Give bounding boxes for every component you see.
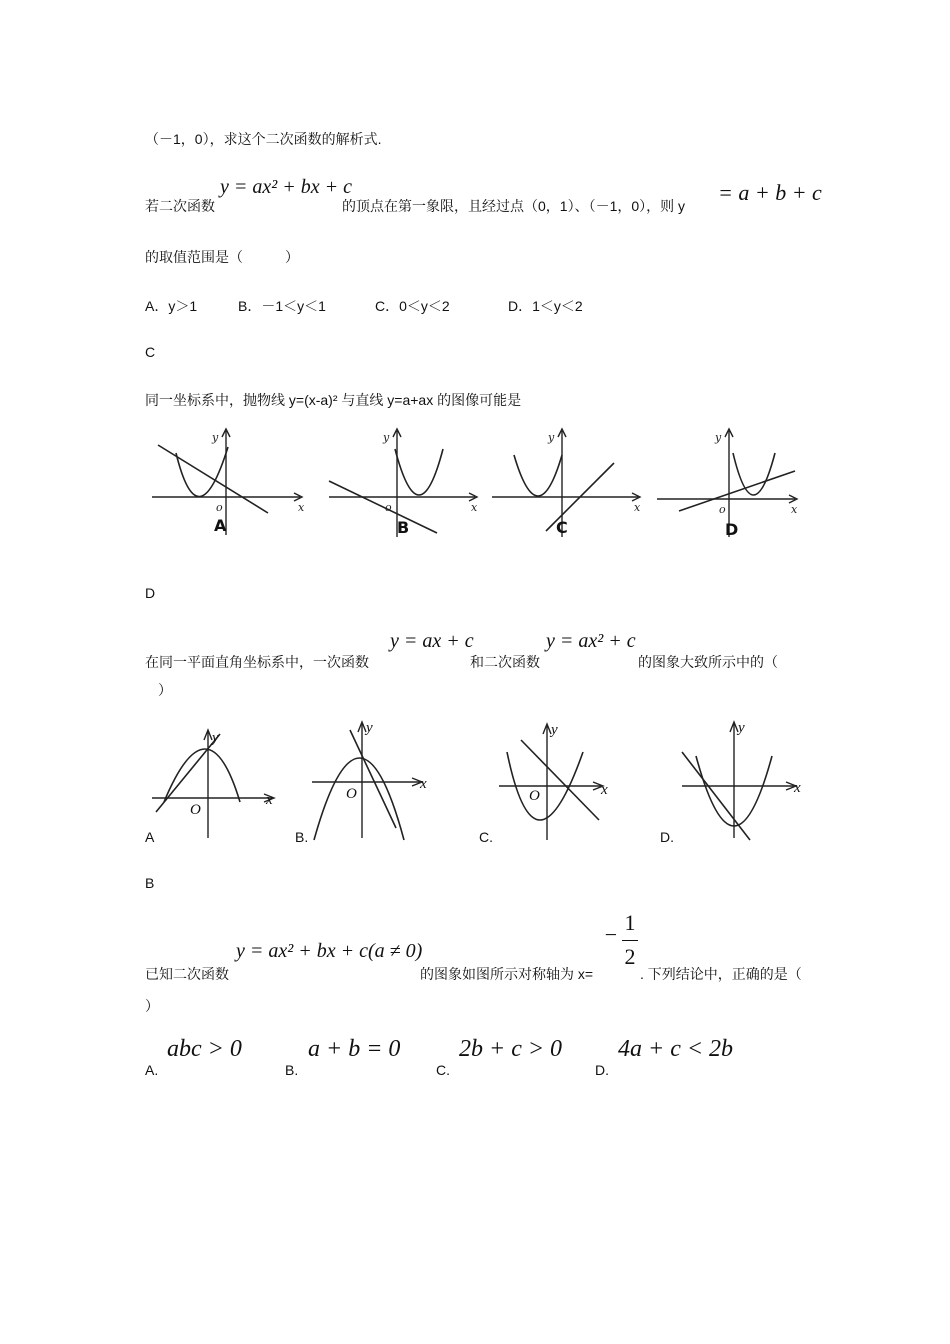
q4-prefix: 在同一平面直角坐标系中，一次函数 [145,654,369,670]
q3-answer: D [145,585,156,601]
q4-mid-text: 和二次函数 [470,654,540,670]
q5-frac-bar [622,940,638,941]
q4-d-axis-y: y [738,720,745,736]
q2-prefix: 若二次函数 [145,198,215,214]
q4-label-c: C. [479,829,493,845]
q5-prefix: 已知二次函数 [145,966,229,982]
q4-b-axis-x: x [420,776,427,792]
q2-option-a: A．y＞1 [145,298,198,314]
q4-function-1: y = ax + c [390,630,474,652]
q3-graph-d [655,425,815,550]
q4-a-axis-y: y [212,730,219,746]
q5-option-c-expr: 2b + c > 0 [459,1036,563,1062]
q4-function-2: y = ax² + c [546,630,636,652]
q2-mid-text: 的顶点在第一象限，且经过点（0，1）、（－1，0），则 y [342,198,686,214]
q3-a-axis-x: x [298,501,305,514]
q4-c-axis-x: x [601,782,608,798]
q4-c-axis-y: y [551,722,558,738]
q2-answer: C [145,344,156,360]
q5-option-a-expr: abc > 0 [167,1036,242,1062]
q5-frac-sign: − [604,922,618,947]
q5-option-c-label: C. [436,1062,450,1078]
q4-graph-c [495,718,625,842]
q5-function: y = ax² + bx + c(a ≠ 0) [236,940,423,962]
q2-expression: = a + b + c [718,180,822,205]
q3-a-origin: o [216,501,223,514]
q3-graph-b [325,425,485,545]
q3-b-origin: o [385,501,392,514]
q2-option-d: D．1＜y＜2 [508,298,583,314]
q2-function: y = ax² + bx + c [220,176,352,198]
q5-option-b-label: B. [285,1062,299,1078]
q3-a-axis-y: y [212,431,219,444]
q3-c-axis-y: y [548,431,555,444]
q4-answer: B [145,875,155,891]
q3-d-axis-y: y [715,431,722,444]
q1-text: （－1，0），求这个二次函数的解析式. [145,131,382,147]
q4-b-axis-y: y [366,720,373,736]
q5-option-b-expr: a + b = 0 [308,1036,401,1062]
q3-graph-c [490,425,650,545]
q4-c-origin: O [529,788,540,804]
q3-label-d: D [725,520,739,539]
q5-option-d-expr: 4a + c < 2b [618,1036,734,1062]
q5-frac-numerator: 1 [624,910,636,935]
q4-label-d: D. [660,829,674,845]
q4-label-a: A [145,829,155,845]
q3-graph-a [148,425,308,545]
q2-range-text: 的取值范围是（ ） [145,249,299,265]
q4-graph-d [678,716,813,842]
q4-paren-close: ） [158,682,172,698]
q3-text: 同一坐标系中，抛物线 y=(x-a)² 与直线 y=a+ax 的图像可能是 [145,392,522,408]
q5-suffix: . 下列结论中，正确的是（ [640,966,802,982]
q3-label-a: A [214,516,227,535]
q4-graph-a [148,722,288,842]
q5-paren-close: ） [145,998,159,1014]
q4-b-origin: O [346,786,357,802]
q4-a-axis-x: x [266,792,273,808]
q3-d-origin: o [719,503,726,516]
q2-option-b: B．－1＜y＜1 [238,298,326,314]
q3-b-axis-x: x [471,501,478,514]
q5-mid-text: 的图象如图所示对称轴为 x= [420,966,594,982]
q2-option-c: C．0＜y＜2 [375,298,450,314]
q5-frac-denominator: 2 [624,944,636,969]
q4-a-origin: O [190,802,201,818]
q3-b-axis-y: y [383,431,390,444]
q3-label-b: B [397,518,410,537]
q4-suffix: 的图象大致所示中的（ [638,654,778,670]
q4-d-axis-x: x [794,780,801,796]
q3-c-axis-x: x [634,501,641,514]
q4-graph-b [308,716,448,842]
q3-d-axis-x: x [791,503,798,516]
q3-label-c: C [556,518,568,537]
q5-option-d-label: D. [595,1062,609,1078]
q5-option-a-label: A. [145,1062,159,1078]
q4-label-b: B. [295,829,309,845]
